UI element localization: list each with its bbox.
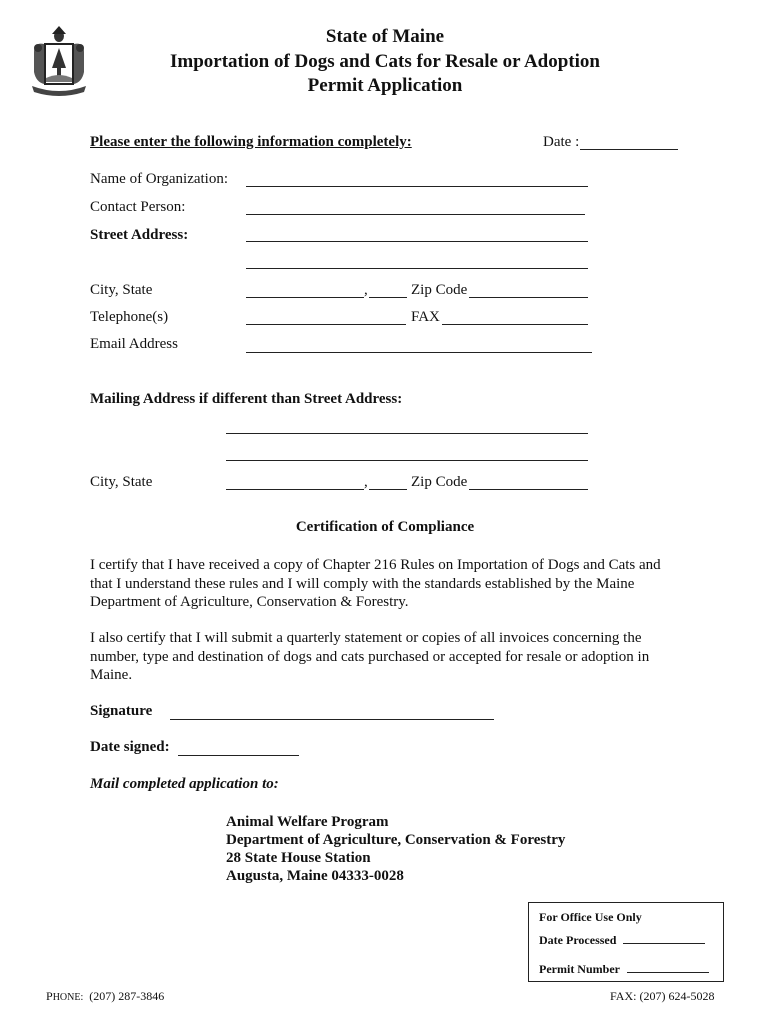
date-signed-field[interactable] [178,741,299,756]
mailing-zip-label: Zip Code [411,474,468,490]
street-label: Street Address: [90,227,189,243]
form-title: Importation of Dogs and Cats for Resale or Adoption [170,51,600,72]
fax-field[interactable] [442,310,588,325]
mailing-field-line1[interactable] [226,419,588,434]
mailing-city-state-label: City, State [90,474,153,490]
form-subtitle: Permit Application [307,75,463,96]
address-line-3: 28 State House Station [226,850,371,866]
contact-label: Contact Person: [90,199,186,215]
phone-initial: P [46,989,53,1003]
form-title-state: State of Maine [325,26,445,47]
certification-heading: Certification of Compliance [295,519,475,535]
phone-label-rest: HONE: [52,992,84,1003]
city-state-field[interactable] [246,283,364,298]
street-field-line2[interactable] [246,254,588,269]
mail-to-label: Mail completed application to: [90,776,279,792]
mailing-comma-separator: , [364,474,368,490]
mailing-state-field[interactable] [369,475,407,490]
certification-paragraph-2: I also certify that I will submit a quarterly statement or copies of all invoices concerning the number, type and destination of dogs and cats purchased or accepted for resale or adoption in Maine. [90,630,650,683]
organization-field[interactable] [246,172,588,187]
instructions-heading: Please enter the following information completely: [90,134,412,150]
address-line-2: Department of Agriculture, Conservation & Forestry [226,832,566,848]
date-label: Date : [543,134,580,150]
organization-label: Name of Organization: [90,171,229,187]
mailing-heading: Mailing Address if different than Street Address: [90,391,403,407]
date-signed-label: Date signed: [90,739,170,755]
contact-field[interactable] [246,200,585,215]
phone-number: (207) 287-3846 [89,989,165,1003]
certification-paragraph-1: I certify that I have received a copy of Chapter 216 Rules on Importation of Dogs and Cats and that I understand these rules and I will comply with the standards established by the Maine Department of Agriculture, Conservation & Forestry. [90,557,661,610]
zip-label: Zip Code [411,282,468,298]
permit-number-text: Permit Number [539,962,620,976]
date-processed-field[interactable] [623,933,705,944]
footer-phone [46,989,164,1004]
address-line-4: Augusta, Maine 04333-0028 [226,868,404,884]
date-processed-label [539,933,705,948]
address-line-1: Animal Welfare Program [226,814,389,830]
comma-separator: , [364,282,368,298]
email-field[interactable] [246,338,592,353]
mailing-zip-field[interactable] [469,475,588,490]
city-state-label: City, State [90,282,153,298]
mailing-field-line2[interactable] [226,446,588,461]
permit-number-label [539,962,709,977]
email-label: Email Address [90,336,178,352]
footer-fax: FAX: (207) 624-5028 [610,989,715,1003]
zip-field[interactable] [469,283,588,298]
office-use-title: For Office Use Only [539,910,642,924]
telephone-field[interactable] [246,310,406,325]
signature-label: Signature [90,703,153,719]
office-use-box [528,902,724,982]
telephone-label: Telephone(s) [90,309,169,325]
signature-field[interactable] [170,705,494,720]
permit-number-field[interactable] [627,962,709,973]
date-field[interactable] [580,135,678,150]
date-processed-text: Date Processed [539,933,617,947]
fax-label: FAX [411,309,440,325]
mailing-city-field[interactable] [226,475,364,490]
street-field-line1[interactable] [246,227,588,242]
state-field[interactable] [369,283,407,298]
